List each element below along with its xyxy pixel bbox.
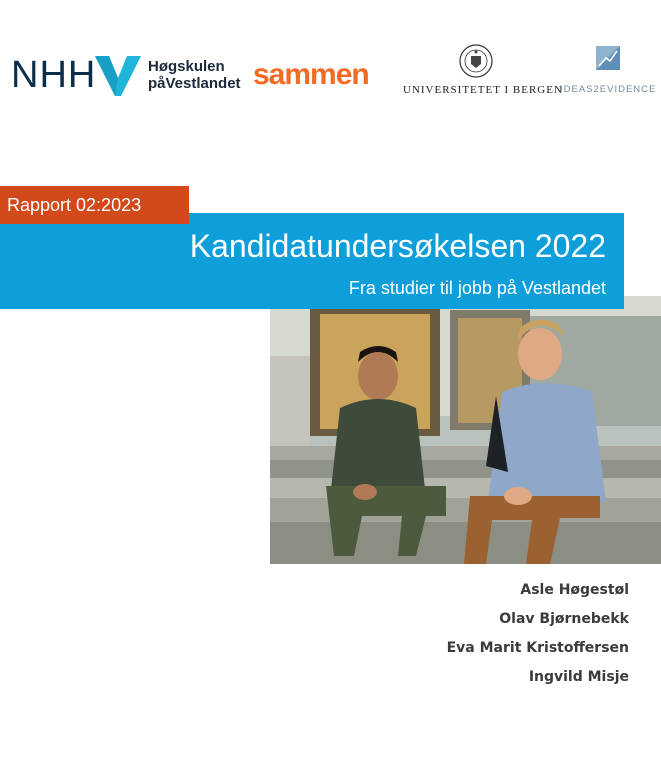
report-number-tag: Rapport 02:2023 — [0, 186, 189, 224]
hvl-logo-line1: Høgskulen — [148, 58, 225, 75]
title-banner — [0, 213, 624, 309]
partner-logos — [0, 40, 661, 110]
nhh-logo: NHH — [11, 54, 97, 96]
hvl-v-mark-icon — [95, 56, 141, 96]
report-subtitle: Fra studier til jobb på Vestlandet — [348, 278, 606, 298]
report-title: Kandidatundersøkelsen 2022 — [189, 228, 606, 264]
uib-logo — [403, 44, 563, 100]
i2e-logo-text: IDEAS2EVIDENCE — [560, 84, 657, 95]
author-list — [447, 581, 629, 697]
uib-logo-text: UNIVERSITETET I BERGEN — [403, 84, 563, 96]
sammen-logo: sammen — [253, 58, 369, 91]
i2e-logo — [560, 44, 660, 100]
photo-two-students-talking-icon — [270, 296, 661, 564]
author-name: Olav Bjørnebekk — [499, 611, 629, 627]
i2e-chart-mark-icon — [596, 46, 620, 70]
cover-photo — [270, 296, 661, 564]
author-name: Asle Høgestøl — [520, 582, 629, 598]
hvl-logo-line2: påVestlandet — [148, 75, 241, 92]
hvl-logo — [95, 54, 245, 98]
uib-seal-icon — [459, 44, 493, 78]
author-name: Ingvild Misje — [528, 669, 629, 685]
author-name: Eva Marit Kristoffersen — [446, 640, 629, 656]
